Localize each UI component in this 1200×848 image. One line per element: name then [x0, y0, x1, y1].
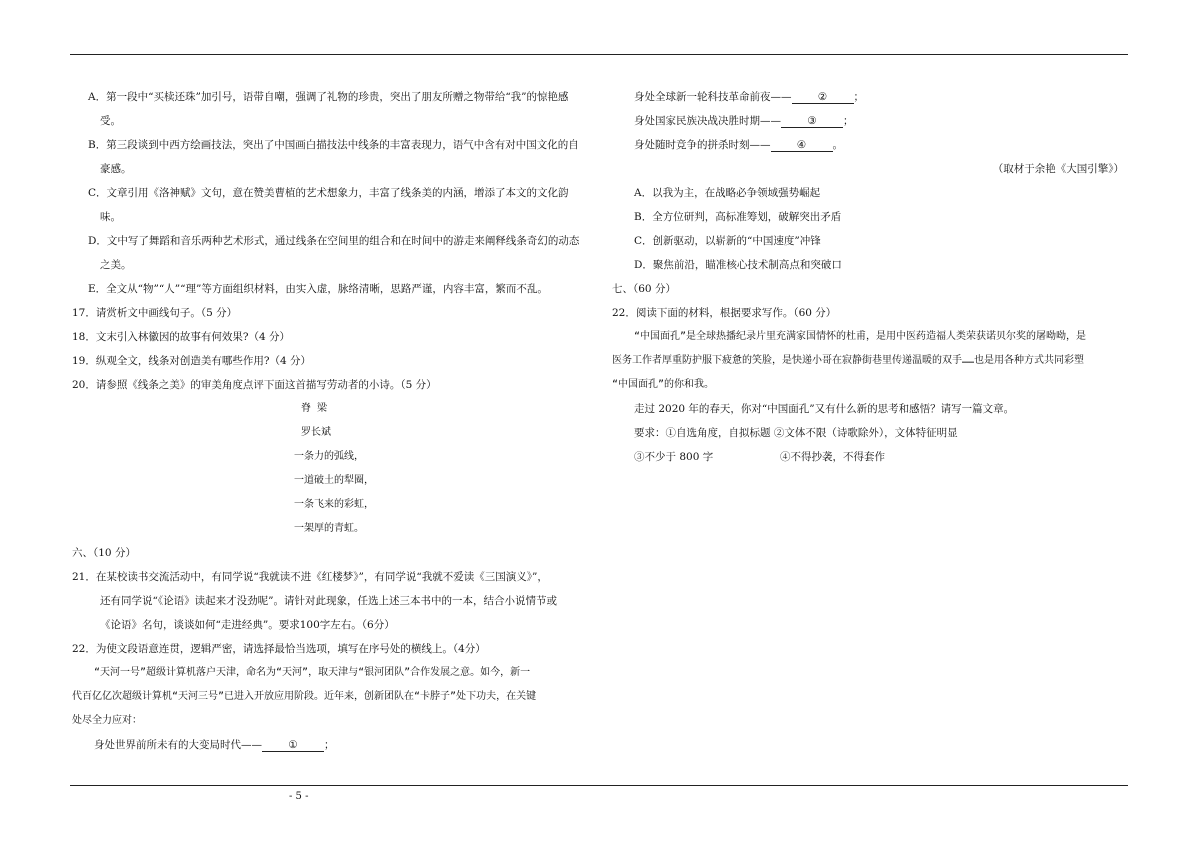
blank-4-suffix: 。: [832, 139, 843, 151]
option-c-line1: C．文章引用《洛神赋》文句，意在赞美曹植的艺术想象力，丰富了线条美的内涵，增添了本文的文化韵: [88, 187, 569, 199]
requirement-4: ④不得抄袭，不得套作: [780, 451, 885, 463]
question-21-line3: 《论语》名句，谈谈如何“走进经典”。要求100字左右。（6分）: [100, 619, 395, 631]
option-a-line1: A．第一段中“买椟还珠”加引号，语带自嘲，强调了礼物的珍贵，突出了朋友所赠之物带给“我”的惊艳感: [88, 91, 569, 103]
section-7-heading: 七、（60 分）: [612, 283, 676, 295]
requirements-line1: 要求：①自选角度，自拟标题 ②文体不限（诗歌除外），文体特征明显: [634, 427, 958, 439]
blank-3-line: [634, 114, 854, 128]
question-19: 19．纵观全文，线条对创造美有哪些作用?（4 分）: [72, 355, 312, 367]
material-line2: 医务工作者厚重防护服下疲惫的笑脸，是快递小哥在寂静街巷里传递温暖的双手……也是用各种方式共同彩塑: [612, 355, 1085, 366]
blank-3-prefix: 身处国家民族决战决胜时期——: [634, 115, 781, 127]
poem-line: 一条飞来的彩虹，: [294, 499, 374, 510]
writing-prompt: 走过 2020 年的春天，你对“中国面孔”又有什么新的思考和感悟？请写一篇文章。: [634, 403, 1015, 415]
blank-3[interactable]: ③: [781, 115, 843, 128]
question-17: 17．请赏析文中画线句子。（5 分）: [72, 307, 238, 319]
blank-1-prefix: 身处世界前所未有的大变局时代——: [94, 739, 262, 751]
question-21-line2: 还有同学说“《论语》读起来才没劲呢”。请针对此现象，任选上述三本书中的一本，结合小说情节或: [100, 595, 557, 607]
question-20: 20．请参照《线条之美》的审美角度点评下面这首描写劳动者的小诗。（5 分）: [72, 379, 437, 391]
blank-2-prefix: 身处全球新一轮科技革命前夜——: [634, 91, 792, 103]
material-line1: “中国面孔”是全球热播纪录片里充满家国情怀的杜甫，是用中医药造福人类荣获诺贝尔奖的屠呦呦，是: [634, 331, 1087, 342]
material-line3: “中国面孔”的你和我。: [612, 379, 715, 390]
option-a-line2: 受。: [100, 115, 121, 127]
option-e: E．全文从“物”“人”“理”等方面组织材料，由实入虚，脉络清晰，思路严谨，内容丰富，繁而不乱。: [88, 283, 548, 295]
blank-2[interactable]: ②: [792, 91, 854, 104]
section-6-heading: 六、（10 分）: [72, 547, 136, 559]
option-b: B．全方位研判，高标准筹划，破解突出矛盾: [634, 211, 842, 223]
blank-2-line: [634, 90, 864, 104]
bottom-rule: [70, 785, 1128, 786]
blank-1-suffix: ；: [324, 739, 335, 751]
poem-line: 一道破土的犁圈，: [294, 475, 374, 486]
option-b-line2: 豪感。: [100, 163, 132, 175]
blank-4-line: [634, 138, 843, 152]
passage-line2: 代百亿亿次超级计算机“天河三号”已进入开放应用阶段。近年来，创新团队在“卡脖子”处下功夫，在关键: [72, 691, 537, 702]
poem-line: 一条力的弧线，: [294, 451, 364, 462]
top-rule: [70, 54, 1128, 55]
blank-2-suffix: ；: [853, 91, 864, 103]
question-22-writing: 22．阅读下面的材料，根据要求写作。（60 分）: [612, 307, 837, 319]
requirement-3: ③不少于 800 字: [634, 451, 714, 463]
blank-3-suffix: ；: [843, 115, 854, 127]
option-a: A．以我为主，在战略必争领域强势崛起: [634, 187, 821, 199]
passage-line1: “天河一号”超级计算机落户天津，命名为“天河”，取天津与“银河团队”合作发展之意。如今，新一: [94, 667, 531, 678]
poem-author: 罗长斌: [301, 427, 331, 438]
option-d: D．聚焦前沿，瞄准核心技术制高点和突破口: [634, 259, 842, 271]
blank-4-prefix: 身处随时竞争的拼杀时刻——: [634, 139, 771, 151]
source-citation: （取材于余艳《大国引擎》）: [992, 163, 1124, 175]
option-c: C．创新驱动，以崭新的“中国速度”冲锋: [634, 235, 821, 247]
option-d-line1: D．文中写了舞蹈和音乐两种艺术形式，通过线条在空间里的组合和在时间中的游走来阐释线条奇幻的动态: [88, 235, 580, 247]
passage-line3: 处尽全力应对：: [72, 715, 142, 726]
blank-1-line: [94, 738, 335, 752]
poem-line: 一架厚的青虹。: [294, 523, 364, 534]
option-d-line2: 之美。: [100, 259, 132, 271]
option-c-line2: 味。: [100, 211, 121, 223]
question-21-line1: 21．在某校读书交流活动中，有同学说“我就读不进《红楼梦》”，有同学说“我就不爱读《三国演义》”，: [72, 571, 548, 583]
page-number: - 5 -: [289, 791, 309, 802]
option-b-line1: B．第三段谈到中西方绘画技法，突出了中国画白描技法中线条的丰富表现力，语气中含有对中国文化的自: [88, 139, 579, 151]
blank-4[interactable]: ④: [771, 139, 833, 152]
question-18: 18．文末引入林徽因的故事有何效果?（4 分）: [72, 331, 291, 343]
blank-1[interactable]: ①: [262, 739, 324, 752]
poem-title: 脊 梁: [301, 403, 328, 414]
question-22: 22．为使文段语意连贯，逻辑严密，请选择最恰当选项，填写在序号处的横线上。（4分）: [72, 643, 486, 655]
